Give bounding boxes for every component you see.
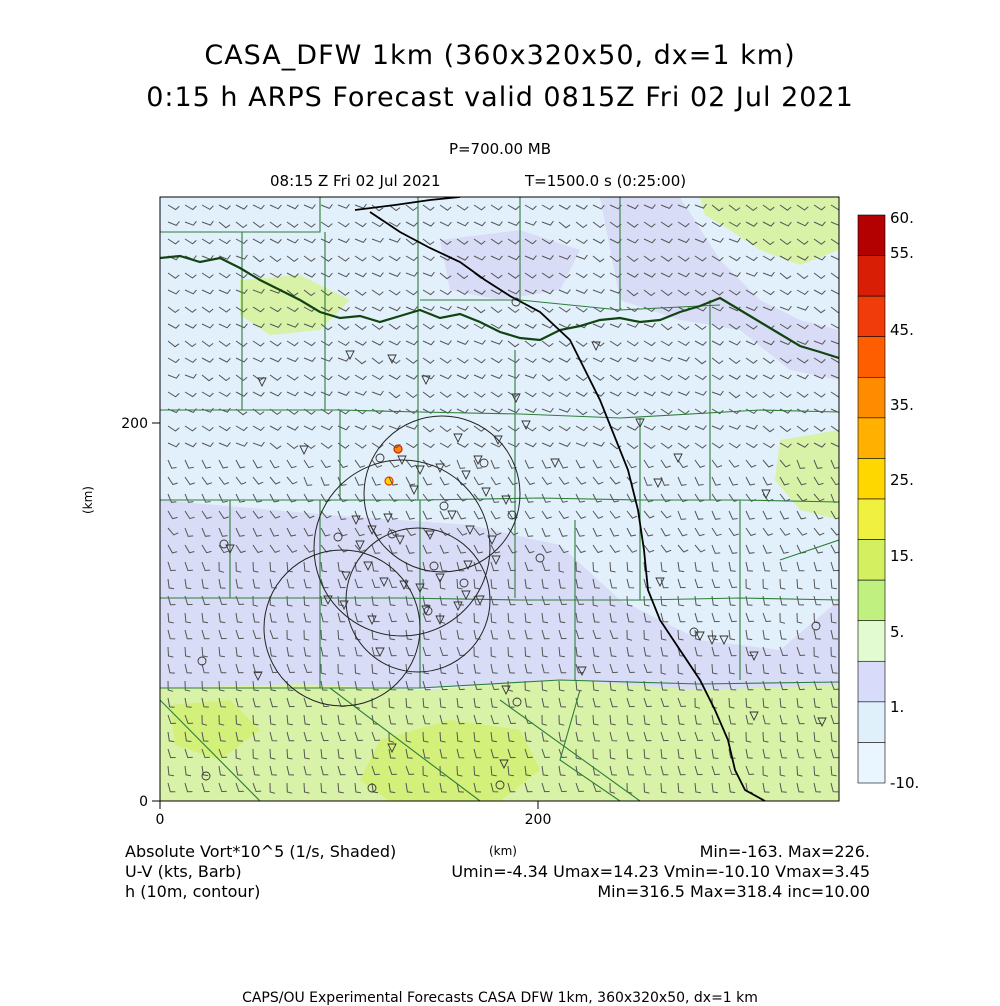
y-tick-0: 0 <box>139 794 148 810</box>
colorbar-swatch <box>858 540 885 581</box>
colorbar-label: 60. <box>890 209 914 227</box>
colorbar-label: 5. <box>890 623 905 641</box>
colorbar-swatch <box>858 702 885 743</box>
pressure-level-label: P=700.00 MB <box>448 140 552 158</box>
valid-time-label: 08:15 Z Fri 02 Jul 2021 <box>270 172 441 190</box>
colorbar-swatch <box>858 661 885 702</box>
x-tick-0: 0 <box>155 812 165 828</box>
minmax-shaded: Min=-163. Max=226. <box>699 842 870 861</box>
colorbar-swatch <box>858 418 885 459</box>
x-tick-200: 200 <box>524 812 552 828</box>
colorbar-labels <box>890 209 919 792</box>
x-axis-unit: (km) <box>488 844 518 858</box>
colorbar-label: 15. <box>890 547 914 565</box>
colorbar-swatch <box>858 742 885 783</box>
colorbar <box>858 215 885 783</box>
title-line-1: CASA_DFW 1km (360x320x50, dx=1 km) <box>204 40 796 71</box>
y-tick-200: 200 <box>121 416 148 432</box>
legend-barb: U-V (kts, Barb) <box>125 862 242 881</box>
legend-shaded: Absolute Vort*10^5 (1/s, Shaded) <box>125 842 397 861</box>
minmax-uv: Umin=-4.34 Umax=14.23 Vmin=-10.10 Vmax=3.45 <box>451 862 870 881</box>
colorbar-swatch <box>858 580 885 621</box>
colorbar-swatch <box>858 256 885 297</box>
colorbar-label: 35. <box>890 396 914 414</box>
colorbar-swatch <box>858 337 885 378</box>
colorbar-swatch <box>858 458 885 499</box>
colorbar-swatch <box>858 621 885 662</box>
y-axis-unit: (km) <box>81 485 95 515</box>
colorbar-label: 25. <box>890 471 914 489</box>
colorbar-label: 1. <box>890 698 905 716</box>
colorbar-label: 55. <box>890 244 914 262</box>
legend-contour: h (10m, contour) <box>125 882 261 901</box>
title-line-2: 0:15 h ARPS Forecast valid 0815Z Fri 02 Jul 2021 <box>146 82 854 113</box>
credit-line: CAPS/OU Experimental Forecasts CASA DFW 1km, 360x320x50, dx=1 km <box>242 990 758 1006</box>
colorbar-swatch <box>858 499 885 540</box>
colorbar-swatch <box>858 296 885 337</box>
minmax-h: Min=316.5 Max=318.4 inc=10.00 <box>597 882 870 901</box>
colorbar-label: 45. <box>890 321 914 339</box>
colorbar-swatch <box>858 377 885 418</box>
colorbar-swatch <box>858 215 885 256</box>
forecast-time-label: T=1500.0 s (0:25:00) <box>525 172 687 190</box>
colorbar-label: -10. <box>890 774 920 792</box>
